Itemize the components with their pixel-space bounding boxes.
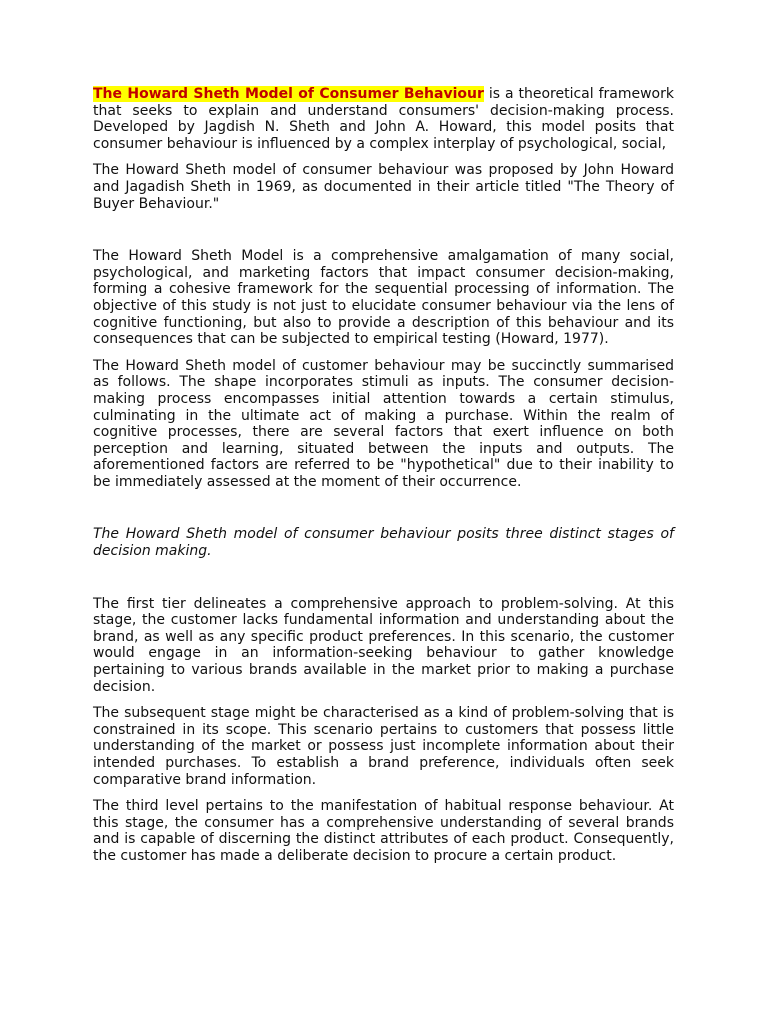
intro-paragraph-text: is a theoretical framework that seeks to explain and understand consumers' decision-making process. Developed by Jagdish N. Sheth and John A. Howard, this model posits that consumer behaviour is influenced by a complex interplay of psychological, social, (93, 86, 674, 152)
summary-paragraph: The Howard Sheth model of customer behaviour may be succinctly summarised as follows. The shape incorporates stimuli as inputs. The consumer decision-making process encompasses initial attention towards a certain stimulus, culminating in the ultimate act of making a purchase. Within the realm of cognitive processes, there are several factors that exert influence on both perception and learning, situated between the inputs and outputs. The aforementioned factors are referred to be "hypothetical" due to their inability to be immediately assessed at the moment of their occurrence. (93, 357, 674, 490)
origin-paragraph: The Howard Sheth model of consumer behaviour was proposed by John Howard and Jagadish Sheth in 1969, as documented in their article titled "The Theory of Buyer Behaviour." (93, 162, 674, 212)
stage-one-paragraph: The first tier delineates a comprehensive approach to problem-solving. At this stage, the customer lacks fundamental information and understanding about the brand, as well as any specific product preferences. In this scenario, the customer would engage in an information-seeking behaviour to gather knowledge pertaining to various brands available in the market prior to making a purchase decision. (93, 595, 674, 695)
document-page (93, 86, 674, 865)
stage-three-paragraph: The third level pertains to the manifestation of habitual response behaviour. At this stage, the consumer has a comprehensive understanding of several brands and is capable of discerning the distinct attributes of each product. Consequently, the customer has made a deliberate decision to procure a certain product. (93, 798, 674, 864)
stages-intro-paragraph: The Howard Sheth model of consumer behaviour posits three distinct stages of decision making. (93, 526, 674, 560)
highlighted-title: The Howard Sheth Model of Consumer Behaviour (93, 86, 484, 102)
intro-paragraph (93, 86, 674, 152)
overview-paragraph: The Howard Sheth Model is a comprehensive amalgamation of many social, psychological, and marketing factors that impact consumer decision-making, forming a cohesive framework for the sequential processing of information. The objective of this study is not just to elucidate consumer behaviour via the lens of cognitive functioning, but also to provide a description of this behaviour and its consequences that can be subjected to empirical testing (Howard, 1977). (93, 248, 674, 348)
stage-two-paragraph: The subsequent stage might be characterised as a kind of problem-solving that is constrained in its scope. This scenario pertains to customers that possess little understanding of the market or possess just incomplete information about their intended purchases. To establish a brand preference, individuals often seek comparative brand information. (93, 705, 674, 788)
